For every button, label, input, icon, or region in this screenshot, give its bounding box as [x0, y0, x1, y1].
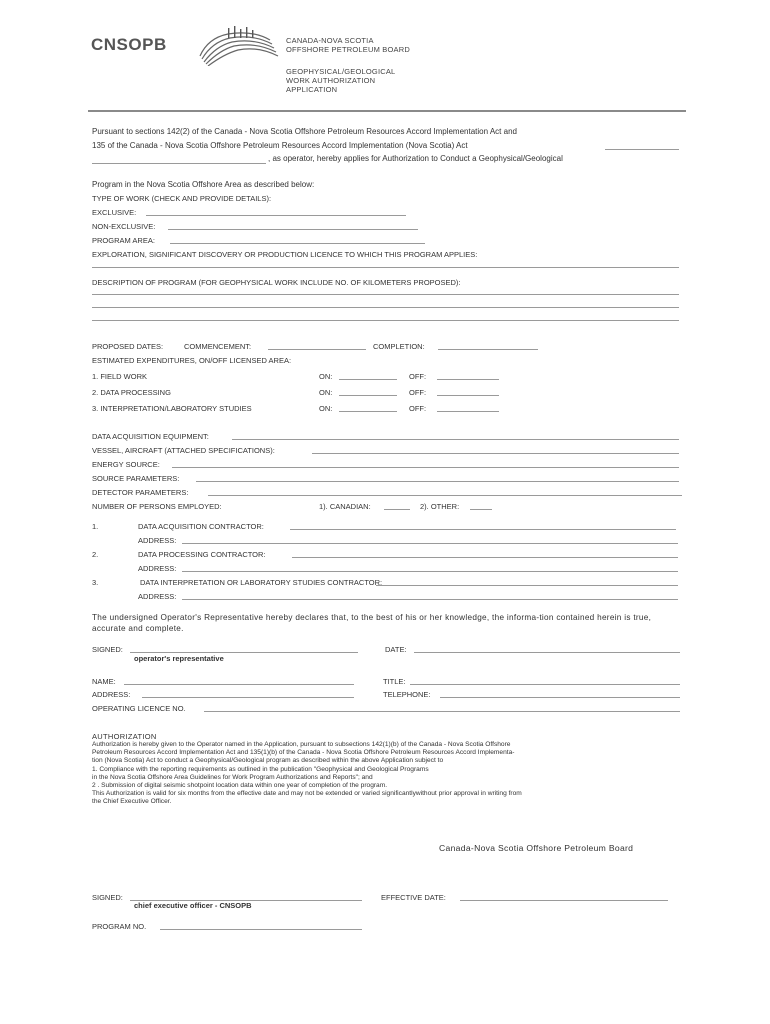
operator-signature-field[interactable] — [130, 652, 358, 653]
type-of-work-label: TYPE OF WORK (CHECK AND PROVIDE DETAILS): — [92, 194, 272, 203]
contractor-field[interactable] — [376, 585, 678, 586]
operating-licence-label: OPERATING LICENCE NO. — [92, 704, 186, 713]
vessel-field[interactable] — [312, 453, 679, 454]
off-label: OFF: — [409, 404, 427, 413]
contractor-address-field[interactable] — [182, 599, 678, 600]
date-label: DATE: — [385, 645, 407, 654]
intro-line: 135 of the Canada - Nova Scotia Offshore Petroleum Resources Accord Implementation (Nova Scotia) Act — [92, 141, 468, 150]
commencement-label: COMMENCEMENT: — [184, 342, 252, 351]
effective-date-label: EFFECTIVE DATE: — [381, 893, 446, 902]
org-name — [286, 36, 410, 54]
description-label: DESCRIPTION OF PROGRAM (FOR GEOPHYSICAL WORK INCLUDE NO. OF KILOMETERS PROPOSED): — [92, 278, 461, 287]
declaration-text: The undersigned Operator's Representative hereby declares that, to the best of his or her knowledge, the informa-tion contained herein is true, accurate and complete. — [92, 613, 652, 633]
non-exclusive-field[interactable] — [168, 229, 418, 230]
authorization-line: tion (Nova Scotia) Act to conduct a Geophysical/Geological program as described within the above Application subject to — [92, 757, 444, 765]
authorization-line: This Authorization is valid for six months from the effective date and may not be extended or varied significantlywithout prior approval in writing from — [92, 790, 522, 798]
source-parameters-label: SOURCE PARAMETERS: — [92, 474, 180, 483]
authorization-line: the Chief Executive Officer. — [92, 798, 172, 806]
program-area-label: PROGRAM AREA: — [92, 236, 155, 245]
authorization-line: Authorization is hereby given to the Operator named in the Application, pursuant to subsections 142(1)(b) of the Canada - Nova Scotia Offshore — [92, 741, 511, 748]
on-label: ON: — [319, 372, 333, 381]
licence-field[interactable] — [92, 267, 679, 268]
off-field[interactable] — [437, 395, 499, 396]
contractor-address-label: ADDRESS: — [138, 564, 177, 573]
exclusive-field[interactable] — [146, 215, 406, 216]
operator-name-field[interactable] — [92, 163, 266, 164]
description-field[interactable] — [92, 294, 679, 295]
commencement-field[interactable] — [268, 349, 366, 350]
program-area-field[interactable] — [170, 243, 425, 244]
form-title-line: GEOPHYSICAL/GEOLOGICAL — [286, 67, 396, 76]
other-label: 2). OTHER: — [420, 502, 460, 511]
licence-label: EXPLORATION, SIGNIFICANT DISCOVERY OR PRODUCTION LICENCE TO WHICH THIS PROGRAM APPLIES: — [92, 250, 478, 259]
intro-line: Pursuant to sections 142(2) of the Canada - Nova Scotia Offshore Petroleum Resources Accord Implementation Act and — [92, 127, 517, 136]
name-field[interactable] — [124, 684, 354, 685]
description-field[interactable] — [92, 320, 679, 321]
proposed-dates-label: PROPOSED DATES: — [92, 342, 164, 351]
board-name: Canada-Nova Scotia Offshore Petroleum Board — [439, 843, 634, 853]
address-field[interactable] — [142, 697, 354, 698]
contractor-number: 2. — [92, 550, 99, 559]
on-field[interactable] — [339, 395, 397, 396]
energy-source-field[interactable] — [172, 467, 679, 468]
on-label: ON: — [319, 404, 333, 413]
completion-label: COMPLETION: — [373, 342, 425, 351]
energy-source-label: ENERGY SOURCE: — [92, 460, 160, 469]
address-label: ADDRESS: — [92, 690, 131, 699]
expenditure-row-label: 1. FIELD WORK — [92, 372, 148, 381]
contractor-number: 1. — [92, 522, 99, 531]
canadian-field[interactable] — [384, 509, 410, 510]
ceo-caption: chief executive officer - CNSOPB — [134, 901, 252, 910]
non-exclusive-label: NON-EXCLUSIVE: — [92, 222, 156, 231]
contractor-address-label: ADDRESS: — [138, 536, 177, 545]
contractor-address-field[interactable] — [182, 571, 678, 572]
telephone-label: TELEPHONE: — [383, 690, 431, 699]
authorization-line: 2 . Submission of digital seismic shotpoint location data within one year of completion of the program. — [92, 782, 388, 790]
operator-rep-caption: operator's representative — [134, 654, 224, 663]
exclusive-label: EXCLUSIVE: — [92, 208, 137, 217]
expenditures-label: ESTIMATED EXPENDITURES, ON/OFF LICENSED AREA: — [92, 356, 292, 365]
ceo-signed-label: SIGNED: — [92, 893, 123, 902]
intro-line: Program in the Nova Scotia Offshore Area as described below: — [92, 180, 315, 189]
persons-employed-label: NUMBER OF PERSONS EMPLOYED: — [92, 502, 222, 511]
off-field[interactable] — [437, 411, 499, 412]
source-parameters-field[interactable] — [196, 481, 679, 482]
off-label: OFF: — [409, 372, 427, 381]
intro-line: , as operator, hereby applies for Authorization to Conduct a Geophysical/Geological — [268, 154, 563, 163]
telephone-field[interactable] — [440, 697, 680, 698]
form-title-line: WORK AUTHORIZATION — [286, 76, 376, 85]
detector-parameters-label: DETECTOR PARAMETERS: — [92, 488, 189, 497]
signed-label: SIGNED: — [92, 645, 123, 654]
contractor-address-field[interactable] — [182, 543, 678, 544]
contractor-field[interactable] — [290, 529, 676, 530]
authorization-line: in the Nova Scotia Offshore Area Guidelines for Work Program Authorizations and Reports"; and — [92, 773, 373, 781]
expenditure-row-label: 3. INTERPRETATION/LABORATORY STUDIES — [92, 404, 252, 413]
description-field[interactable] — [92, 307, 679, 308]
logo-text: CNSOPB — [91, 35, 167, 54]
contractor-label: DATA PROCESSING CONTRACTOR: — [138, 550, 266, 559]
org-line: CANADA-NOVA SCOTIA — [286, 36, 374, 45]
org-line: OFFSHORE PETROLEUM BOARD — [286, 45, 410, 54]
contractor-field[interactable] — [292, 557, 678, 558]
title-field[interactable] — [410, 684, 680, 685]
operating-licence-field[interactable] — [204, 711, 680, 712]
detector-parameters-field[interactable] — [208, 495, 682, 496]
effective-date-field[interactable] — [460, 900, 668, 901]
form-title — [286, 67, 395, 94]
acquisition-equipment-label: DATA ACQUISITION EQUIPMENT: — [92, 432, 209, 441]
on-field[interactable] — [339, 411, 397, 412]
off-label: OFF: — [409, 388, 427, 397]
program-no-field[interactable] — [160, 929, 362, 930]
completion-field[interactable] — [438, 349, 538, 350]
authorization-text — [92, 741, 692, 807]
authorization-line: Petroleum Resources Accord Implementation Act and 135(1)(b) of the Canada - Nova Scotia Offshore Petroleum Resources Accord Implementa- — [92, 749, 515, 757]
vessel-label: VESSEL, AIRCRAFT (ATTACHED SPECIFICATIONS): — [92, 446, 275, 455]
on-field[interactable] — [339, 379, 397, 380]
on-label: ON: — [319, 388, 333, 397]
contractor-number: 3. — [92, 578, 99, 587]
expenditure-row-label: 2. DATA PROCESSING — [92, 388, 171, 397]
form-title-line: APPLICATION — [286, 85, 338, 94]
date-field[interactable] — [414, 652, 680, 653]
title-label: TITLE: — [383, 677, 406, 686]
contractor-address-label: ADDRESS: — [138, 592, 177, 601]
off-field[interactable] — [437, 379, 499, 380]
contractor-label: DATA ACQUISITION CONTRACTOR: — [138, 522, 264, 531]
other-field[interactable] — [470, 509, 492, 510]
header-divider — [88, 110, 686, 112]
acquisition-equipment-field[interactable] — [232, 439, 679, 440]
authorization-line: 1. Compliance with the reporting requirements as outlined in the publication "Geophysical and Geological Programs — [92, 765, 429, 773]
logo-waves-icon — [198, 26, 280, 66]
authorization-heading: AUTHORIZATION — [92, 732, 157, 741]
canadian-label: 1). CANADIAN: — [319, 502, 371, 511]
name-label: NAME: — [92, 677, 116, 686]
program-no-label: PROGRAM NO. — [92, 922, 147, 931]
operator-name-field-tail[interactable] — [605, 149, 679, 150]
contractor-label: DATA INTERPRETATION OR LABORATORY STUDIES CONTRACTOR: — [140, 578, 383, 587]
